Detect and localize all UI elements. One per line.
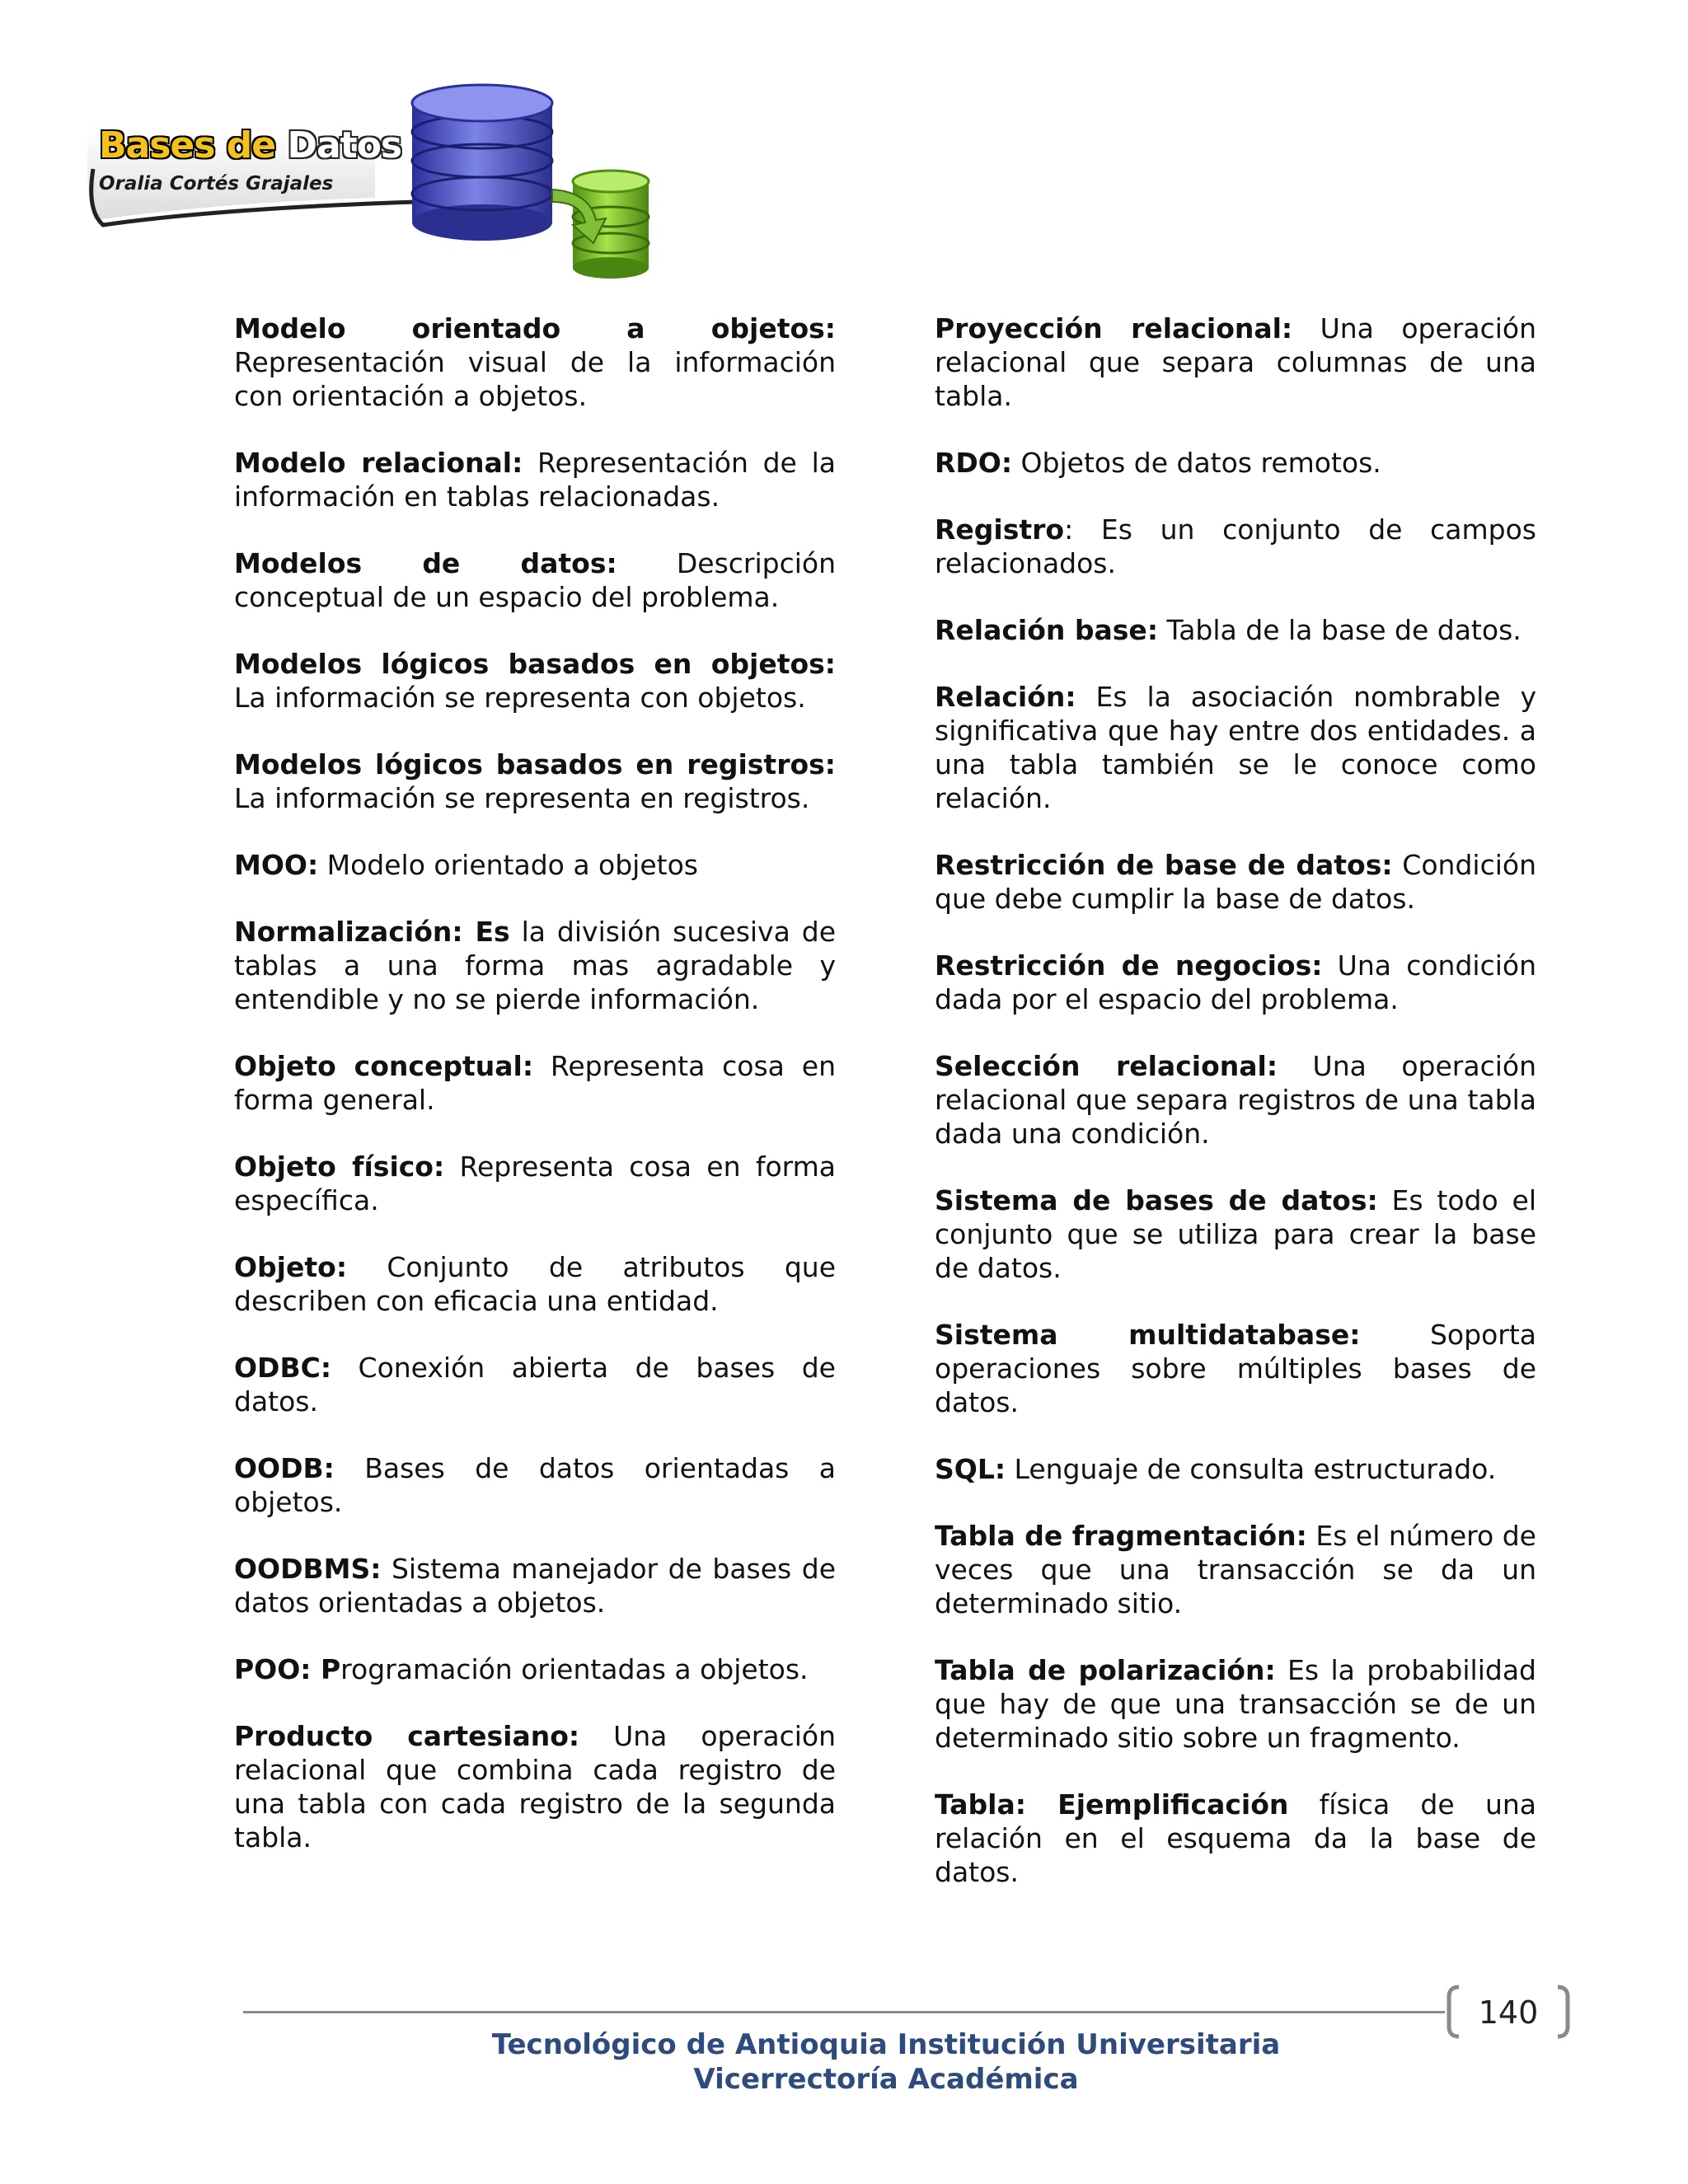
- glossary-definition: Conexión abierta de bases de datos.: [234, 1352, 836, 1418]
- glossary-entry: [234, 915, 836, 1016]
- glossary-entry: [234, 1652, 836, 1686]
- glossary-term: Restricción de negocios:: [935, 949, 1323, 982]
- glossary-entry: [234, 1250, 836, 1318]
- glossary-entry: [935, 513, 1536, 580]
- glossary-definition: Una operación relacional que separa columnas de una tabla.: [935, 312, 1536, 412]
- glossary-definition: Una condición dada por el espacio del problema.: [935, 949, 1536, 1015]
- glossary-definition: Tabla de la base de datos.: [1158, 614, 1522, 646]
- page-number: 140: [1478, 1994, 1539, 2031]
- glossary-entry: [234, 1150, 836, 1217]
- glossary-term: POO: P: [234, 1653, 341, 1685]
- glossary-term: Registro: [935, 513, 1065, 546]
- glossary-definition: Conjunto de atributos que describen con eficacia una entidad.: [234, 1251, 836, 1317]
- glossary-term: Tabla de fragmentación:: [935, 1520, 1307, 1552]
- footer-line-2: Vicerrectoría Académica: [693, 2063, 1079, 2096]
- glossary-right-column: [935, 312, 1536, 1922]
- glossary-entry: [234, 1451, 836, 1519]
- glossary-term: Modelos de datos:: [234, 547, 617, 579]
- glossary-definition: Representa cosa en forma general.: [234, 1050, 836, 1116]
- glossary-entry: [935, 1653, 1536, 1755]
- glossary-definition: Soporta operaciones sobre múltiples bases de datos.: [935, 1319, 1536, 1418]
- glossary-entry: [234, 446, 836, 513]
- glossary-definition: física de una relación en el esquema da la base de datos.: [935, 1788, 1536, 1888]
- glossary-term: Modelos lógicos basados en registros:: [234, 748, 836, 780]
- glossary-term: Objeto físico:: [234, 1151, 445, 1183]
- glossary-term: RDO:: [935, 447, 1013, 479]
- footer-rule: [243, 2011, 1445, 2013]
- glossary-entry: [935, 1049, 1536, 1151]
- glossary-definition: Es la asociación nombrable y significativa que hay entre dos entidades. a una tabla también se le conoce como relación.: [935, 681, 1536, 814]
- glossary-definition: Objetos de datos remotos.: [1012, 447, 1381, 479]
- footer-institution: [0, 2027, 1688, 2097]
- glossary-term: Relación:: [935, 681, 1076, 713]
- glossary-term: Selección relacional:: [935, 1050, 1278, 1082]
- glossary-entry: [935, 1318, 1536, 1419]
- glossary-entry: [234, 748, 836, 815]
- glossary-definition: : Es un conjunto de campos relacionados.: [935, 513, 1536, 579]
- glossary-definition: rogramación orientadas a objetos.: [340, 1653, 809, 1685]
- glossary-entry: [234, 546, 836, 614]
- glossary-term: Sistema de bases de datos:: [935, 1184, 1378, 1216]
- glossary-entry: [935, 1519, 1536, 1620]
- glossary-definition: la división sucesiva de tablas a una forma mas agradable y entendible y no se pierde información.: [234, 916, 836, 1015]
- glossary-term: Producto cartesiano:: [234, 1720, 580, 1752]
- glossary-term: Sistema multidatabase:: [935, 1319, 1361, 1351]
- glossary-entry: [234, 1719, 836, 1854]
- glossary-definition: Descripción conceptual de un espacio del problema.: [234, 547, 836, 613]
- glossary-definition: Modelo orientado a objetos: [318, 849, 698, 881]
- glossary-definition: Una operación relacional que separa registros de una tabla dada una condición.: [935, 1050, 1536, 1150]
- glossary-definition: Sistema manejador de bases de datos orientadas a objetos.: [234, 1553, 836, 1619]
- glossary-entry: [234, 1552, 836, 1619]
- glossary-entry: [935, 312, 1536, 413]
- glossary-term: Modelo relacional:: [234, 447, 523, 479]
- logo-word-bases: Bases: [99, 124, 215, 166]
- glossary-term: Modelo orientado a objetos:: [234, 312, 836, 344]
- glossary-definition: Condición que debe cumplir la base de datos.: [935, 849, 1536, 915]
- logo-title: [99, 124, 402, 166]
- glossary-entry: [935, 680, 1536, 815]
- glossary-term: OODBMS:: [234, 1553, 382, 1585]
- glossary-entry: [234, 848, 836, 882]
- glossary-entry: [935, 949, 1536, 1016]
- glossary-entry: [935, 1452, 1536, 1486]
- glossary-term: Normalización: Es: [234, 916, 510, 948]
- glossary-definition: La información se representa en registros.: [234, 782, 810, 814]
- glossary-entry: [234, 312, 836, 413]
- glossary-term: ODBC:: [234, 1352, 332, 1384]
- glossary-entry: [234, 1351, 836, 1418]
- glossary-definition: Representa cosa en forma específica.: [234, 1151, 836, 1216]
- logo-word-de: de: [226, 124, 276, 166]
- glossary-definition: Representación visual de la información con orientación a objetos.: [234, 346, 836, 412]
- logo-author: Oralia Cortés Grajales: [99, 173, 334, 194]
- glossary-entry: [234, 647, 836, 715]
- glossary-entry: [234, 1049, 836, 1117]
- glossary-definition: Una operación relacional que combina cada registro de una tabla con cada registro de la segunda tabla.: [234, 1720, 837, 1854]
- glossary-term: MOO:: [234, 849, 319, 881]
- glossary-entry: [935, 1183, 1536, 1285]
- glossary-definition: Bases de datos orientadas a objetos.: [234, 1452, 836, 1518]
- glossary-entry: [935, 1788, 1536, 1889]
- glossary-definition: La información se representa con objetos.: [234, 682, 806, 714]
- glossary-term: Proyección relacional:: [935, 312, 1293, 344]
- glossary-definition: Lenguaje de consulta estructurado.: [1006, 1453, 1497, 1485]
- glossary-entry: [935, 446, 1536, 480]
- glossary-term: SQL:: [935, 1453, 1006, 1485]
- glossary-term: Objeto:: [234, 1251, 348, 1283]
- glossary-definition: Representación de la información en tablas relacionadas.: [234, 447, 836, 513]
- glossary-term: Relación base:: [935, 614, 1159, 646]
- glossary-term: Modelos lógicos basados en objetos:: [234, 648, 836, 680]
- glossary-term: OODB:: [234, 1452, 335, 1484]
- glossary-left-column: [234, 312, 836, 1887]
- glossary-term: Tabla: Ejemplificación: [935, 1788, 1289, 1821]
- logo-word-datos: Datos: [287, 124, 402, 166]
- glossary-definition: Es todo el conjunto que se utiliza para crear la base de datos.: [935, 1184, 1536, 1284]
- footer-line-1: Tecnológico de Antioquia Institución Universitaria: [491, 2028, 1281, 2061]
- glossary-term: Objeto conceptual:: [234, 1050, 534, 1082]
- glossary-term: Restricción de base de datos:: [935, 849, 1393, 881]
- glossary-definition: Es el número de veces que una transacción se da un determinado sitio.: [935, 1520, 1536, 1619]
- glossary-entry: [935, 848, 1536, 916]
- glossary-entry: [935, 613, 1536, 647]
- glossary-definition: Es la probabilidad que hay de que una transacción se de un determinado sitio sobre un fragmento.: [935, 1654, 1536, 1754]
- glossary-term: Tabla de polarización:: [935, 1654, 1276, 1686]
